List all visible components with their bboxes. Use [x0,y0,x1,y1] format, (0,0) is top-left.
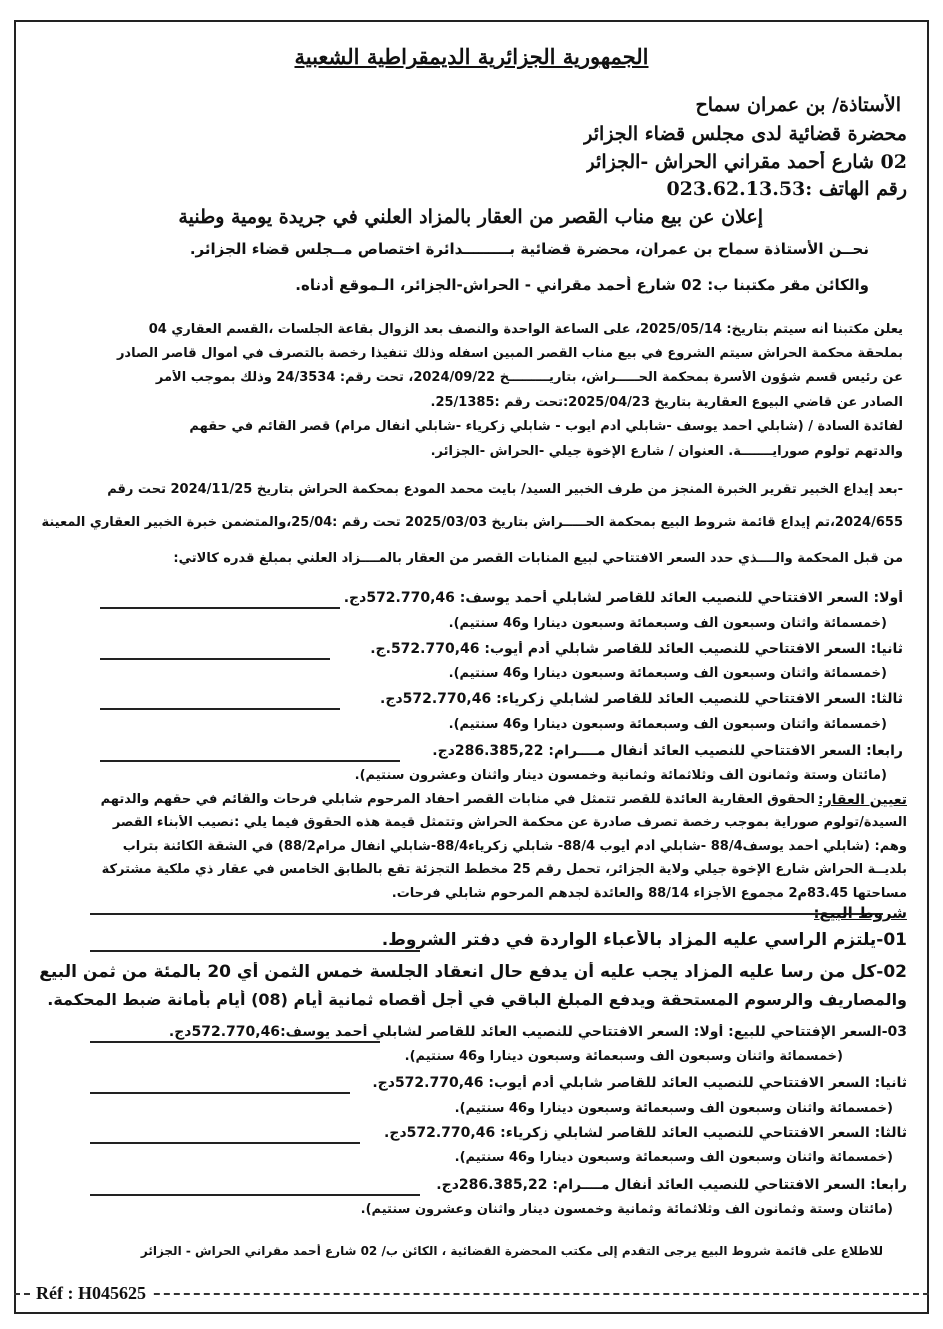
bailiff-name: الأستاذة/ بن عمران سماح [695,94,901,116]
price-rule-1 [100,607,340,609]
bailiff-office: محضرة قضائية لدى مجلس قضاء الجزائر [583,123,907,145]
condition-rule-1 [90,950,420,952]
price-rule-2 [100,658,330,660]
intro-line-2: والكائن مقر مكتبنا ب: 02 شارع أحمد مقراني - الحراش-الجزائر، الـموقع أدناه. [295,276,869,294]
sale-price-3: ثالثا: السعر الافتتاحي للنصيب العائد للقاصر لشابلي زكرياء: 572.770,46دج. [384,1125,907,1141]
price-3: ثالثا: السعر الافتتاحي للنصيب العائد للقاصر لشابلي زكرياء: 572.770,46دج. [380,691,903,707]
sale-price-3-words: (خمسمائة واثنان وسبعون ألف وسبعمائة وسبعون دينارا و46 سنتيم). [454,1150,893,1165]
body-line-8: 2024/655،تم إيداع قائمة شروط البيع بمحكمة الحـــــراش بتاريخ 2025/03/03 تحت رقم :25/04،والمتضمن خبرة الخبير العقاري المعينة [41,515,903,530]
sale-price-2: ثانيا: السعر الافتتاحي للنصيب العائد للقاصر شابلي أدم أيوب: 572.770,46دج. [372,1075,907,1091]
property-line-4: بلديــة الحراش شارع الإخوة جيلي ولاية الجزائر، تحمل رقم 25 مخطط التجزئة تقع بالطابق الخامس في عقار ذي ملكية مشتركة [101,862,907,877]
sale-rule-2 [90,1092,350,1094]
price-rule-4 [100,760,400,762]
property-line-3: وهم: (شابلي أحمد يوسف88/4 -شابلي أدم أيوب 88/4- شابلي زكرياء88/4-شابلي أنفال مرام88/2) في الشقة الكائنة بتراب [122,839,907,854]
body-line-7: -بعد إيداع الخبير تقرير الخبرة المنجز من طرف الخبير السيد/ بايت محمد المودع بمحكمة الحراش بتاريخ 2024/11/25 تحت رقم [107,482,903,497]
sale-price-2-words: (خمسمائة واثنان وسبعون ألف وسبعمائة وسبعون دينارا و46 سنتيم). [454,1101,893,1116]
bailiff-phone: رقم الهاتف :023.62.13.53 [666,178,907,200]
sale-conditions-label: شروط البيع: [813,904,907,922]
announcement-title: إعلان عن بيع مناب القصر من العقار بالمزاد العلني في جريدة يومية وطنية [178,206,763,228]
price-2-words: (خمسمائة واثنان وسبعون ألف وسبعمائة وسبعون دينارا و46 سنتيم). [448,666,887,681]
property-line-5: مساحتها 83.45م2 مجموع الأجزاء 88/14 والعائدة لجدهم المرحوم شابلي فرحات. [391,886,907,901]
sale-condition-1: 01-يلتزم الراسي عليه المزاد بالأعباء الواردة في دفتر الشروط. [381,930,907,950]
sale-rule-3 [90,1142,360,1144]
intro-line-1: نحــن الأستاذة سماح بن عمران، محضرة قضائية بـــــــــدائرة اختصاص مــجلس قضاء الجزائر. [189,240,869,258]
property-label: تعيين العقار: [817,792,907,808]
sale-rule-4 [90,1194,420,1196]
body-line-1: يعلن مكتبنا أنه سيتم بتاريخ: 2025/05/14، على الساعة الواحدة والنصف بعد الزوال بقاعة الجلسات ،القسم العقاري 04 [148,322,903,337]
price-4: رابعا: السعر الافتتاحي للنصيب العائد أنفال مــــرام: 286.385,22دج. [432,743,903,759]
property-line-2: السيدة/تولوم صوراية بموجب رخصة تصرف صادرة عن محكمة الحراش وتتمثل قيمة هذه الحقوق فيما يلي :نصيب الأبناء القصر [112,815,907,830]
sale-rule-1 [90,1041,380,1043]
price-rule-3 [100,708,340,710]
sale-price-1-words: (خمسمائة واثنان وسبعون ألف وسبعمائة وسبعون دينارا و46 سنتيم). [404,1049,843,1064]
body-line-3: عن رئيس قسم شؤون الأسرة بمحكمة الحـــــراش، بتاريـــــــــخ 2024/09/22، تحت رقم: 24/3534 وذلك بموجب الأمر [155,370,903,385]
price-4-words: (مائتان وستة وثمانون ألف وثلاثمائة وثمانية وخمسون دينار واثنان وعشرون سنتيم). [354,768,887,783]
republic-title: الجمهورية الجزائرية الديمقراطية الشعبية [294,44,649,69]
reference-number: Réf : H045625 [30,1283,152,1304]
section-rule [90,913,883,915]
sale-condition-2a: 02-كل من رسا عليه المزاد يجب عليه أن يدفع حال انعقاد الجلسة خمس الثمن أي 20 بالمئة من ثمن البيع [39,962,907,982]
price-3-words: (خمسمائة واثنان وسبعون ألف وسبعمائة وسبعون دينارا و46 سنتيم). [448,717,887,732]
body-line-4: الصادر عن قاضي البيوع العقارية بتاريخ 2025/04/23:تحت رقم :25/1385. [430,395,903,410]
body-line-2: بملحقة محكمة الحراش سيتم الشروع في بيع مناب القصر المبين اسفله وذلك تنفيذا رخصة بالتصرف في أموال قاصر الصادر [116,346,903,361]
body-line-6: والدتهم تولوم صورايـــــــة. العنوان / شارع الإخوة جيلي -الحراش -الجزائر. [430,444,903,459]
footer-note: للاطلاع على قائمة شروط البيع يرجى التقدم إلى مكتب المحضرة القضائية ، الكائن ب/ 02 شارع أحمد مقراني الحراش - الجزائر [140,1244,883,1258]
price-2: ثانيا: السعر الافتتاحي للنصيب العائد للقاصر شابلي أدم أيوب: 572.770,46.ج. [370,641,903,657]
sale-price-4-words: (مائتان وستة وثمانون ألف وثلاثمائة وثمانية وخمسون دينار واثنان وعشرون سنتيم). [360,1202,893,1217]
sale-price-1: 03-السعر الإفتتاحي للبيع: أولا: السعر الافتتاحي للنصيب العائد للقاصر لشابلي أحمد يوسف:572.770,46دج. [168,1024,907,1040]
body-line-9: من قبل المحكمة والــــذي حدد السعر الافتتاحي لبيع المنابات القصر من العقار بالمــــزاد العلني بمبلغ قدره كالاتي: [173,551,903,566]
bailiff-address: 02 شارع أحمد مقراني الحراش -الجزائر [585,151,907,173]
sale-price-4: رابعا: السعر الافتتاحي للنصيب العائد أنفال مــــرام: 286.385,22دج. [436,1177,907,1193]
body-line-5: لفائدة السادة / (شابلي أحمد يوسف -شابلي أدم أيوب - شابلي زكرياء -شابلي أنفال مرام) قصر القائم في حقهم [189,419,903,434]
sale-condition-2b: والمصاريف والرسوم المستحقة ويدفع المبلغ الباقي في أجل أقصاه ثمانية أيام (08) أيام بأمانة ضبط المحكمة. [47,990,907,1009]
price-1: أولا: السعر الافتتاحي للنصيب العائد للقاصر لشابلي أحمد يوسف: 572.770,46دج. [343,590,903,606]
property-line-1: الحقوق العقارية العائدة للقصر تتمثل في منابات القصر أحفاد المرحوم شابلي فرحات والقائم في حقهم والدتهم [100,792,815,807]
price-1-words: (خمسمائة واثنان وسبعون ألف وسبعمائة وسبعون دينارا و46 سنتيم). [448,616,887,631]
